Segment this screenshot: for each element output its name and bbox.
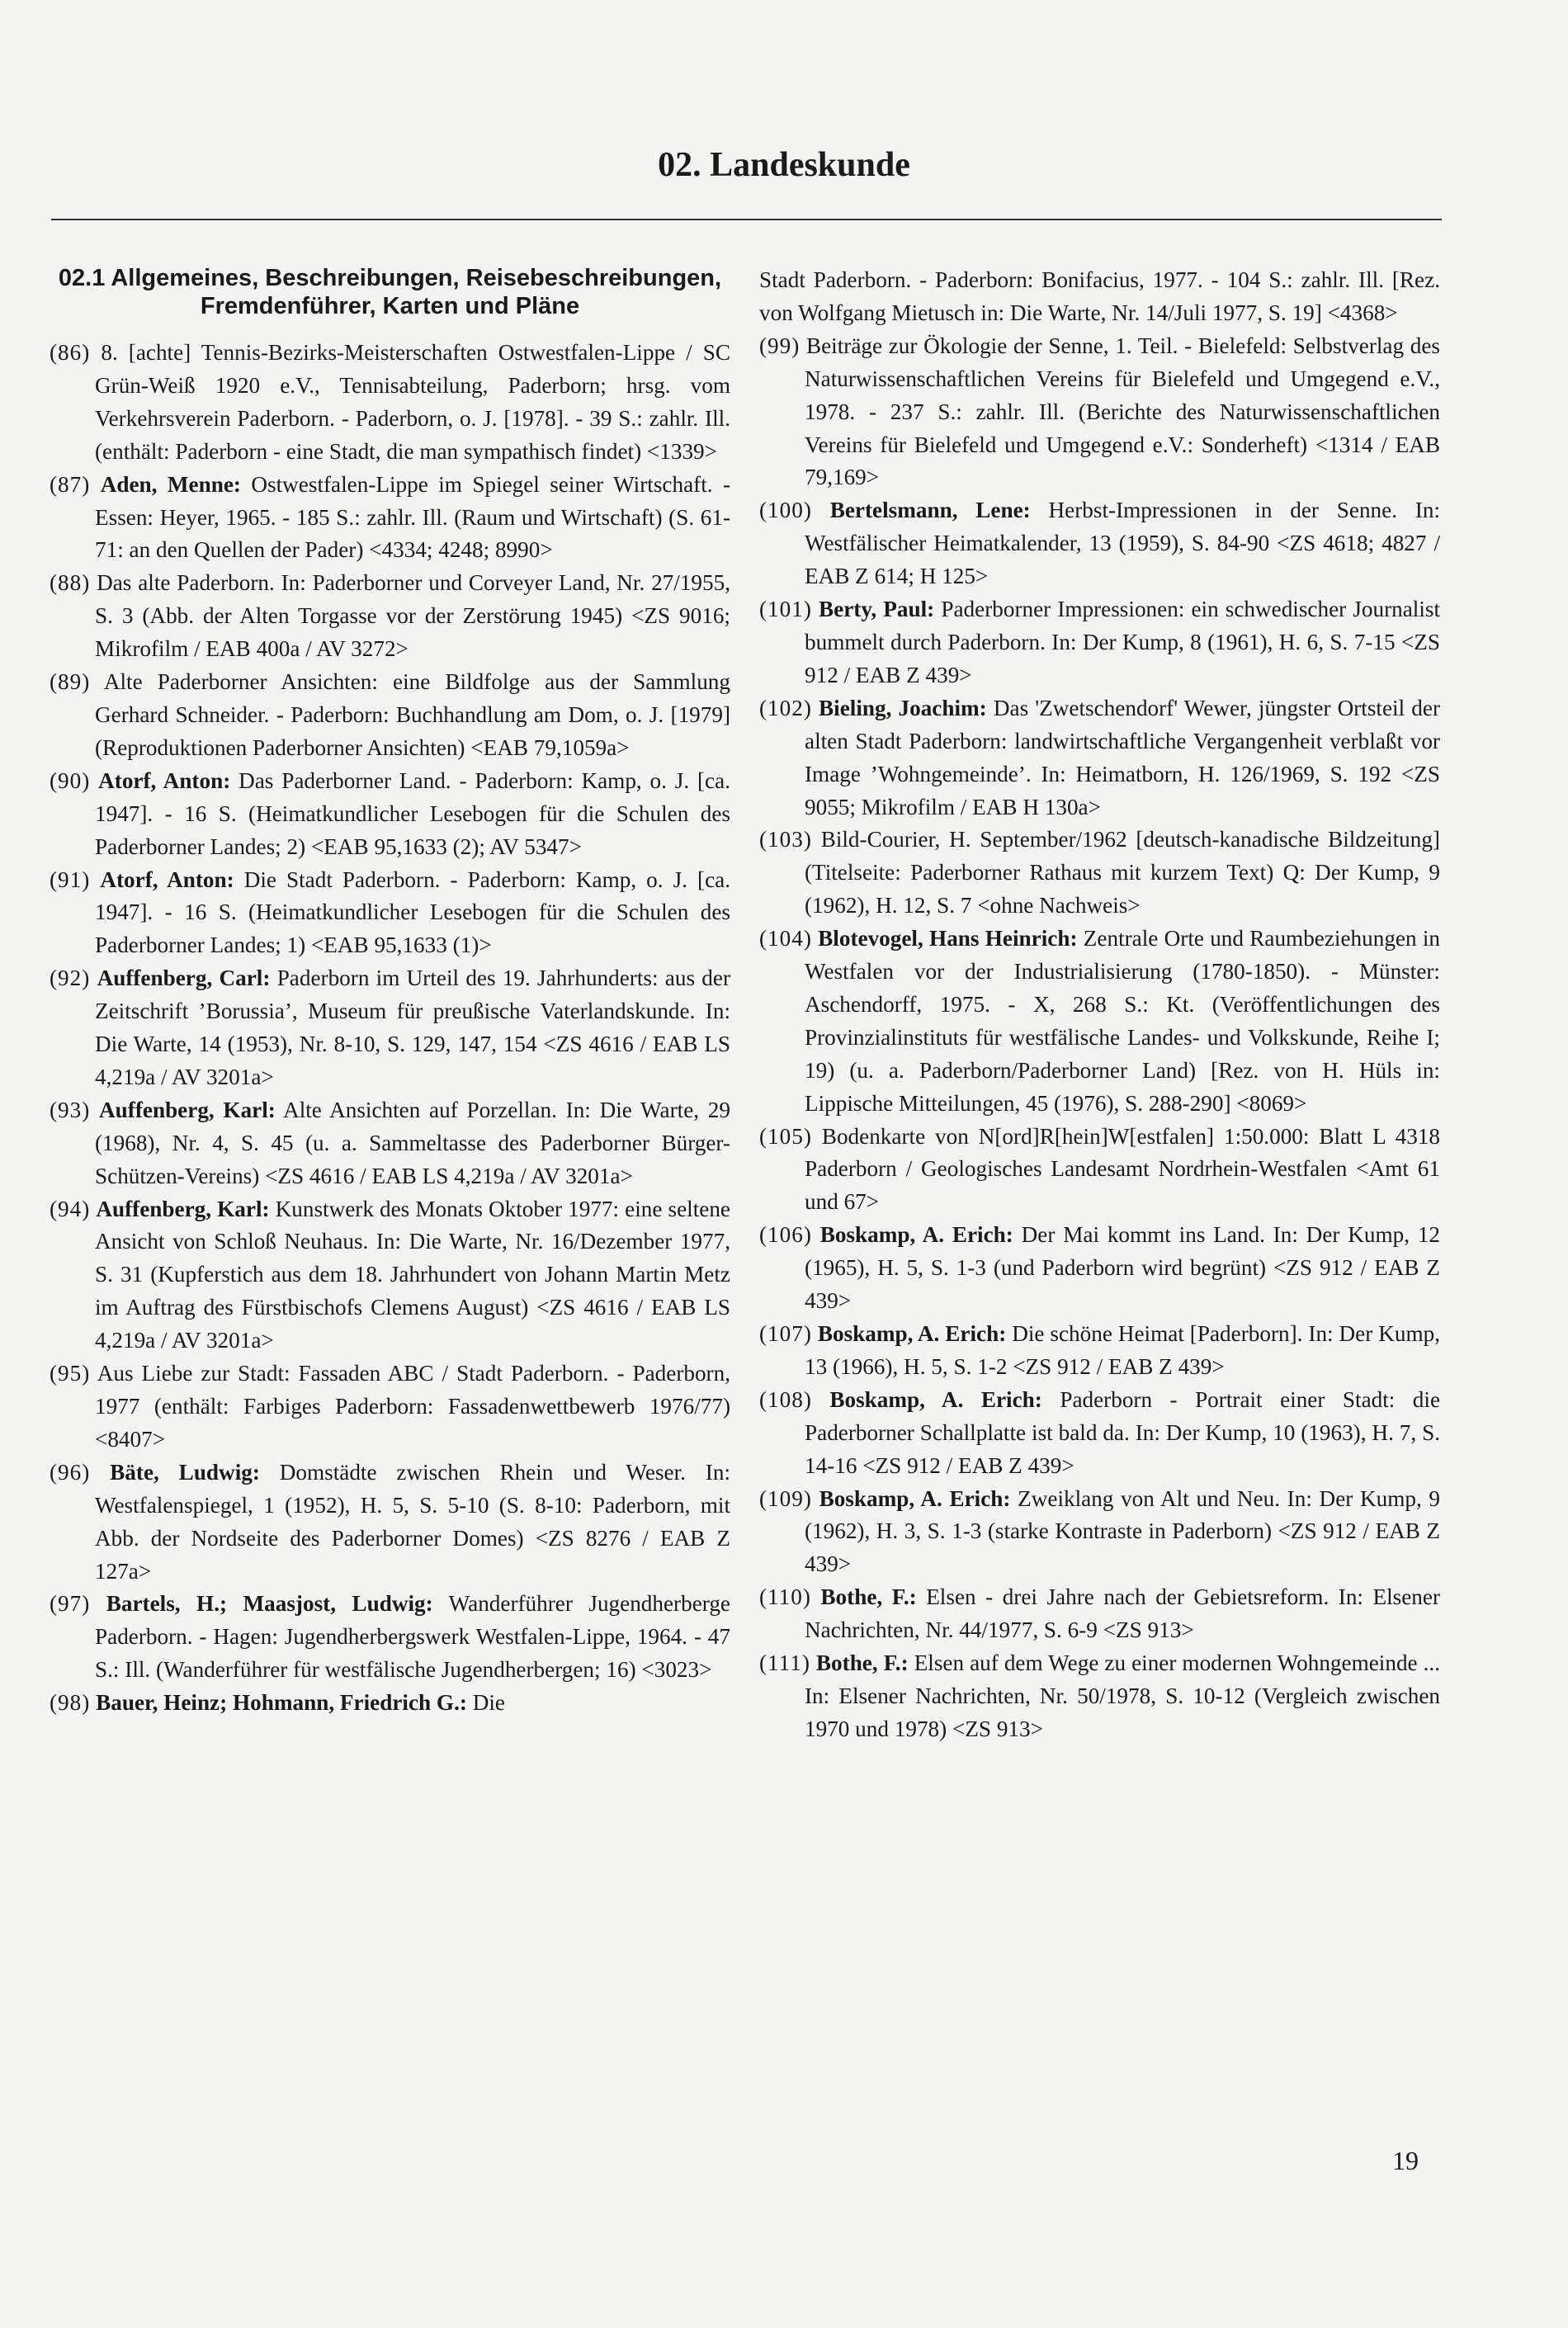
entry-text: Aus Liebe zur Stadt: Fassaden ABC / Stadt Paderborn. - Paderborn, 1977 (enthält: Farbiges Paderborn: Fassadenwettbewerb 1976/77) <8407>: [95, 1361, 730, 1452]
entry-author: Bertelsmann, Lene:: [829, 498, 1031, 523]
entry-number: (109): [759, 1485, 812, 1511]
entry-text: Wanderführer Jugendherberge Paderborn. - Hagen: Jugendherbergswerk Westfalen-Lippe, 1964. - 47 S.: Ill. (Wanderführer für westfälische Jugendherbergen; 16) <3023>: [95, 1591, 730, 1683]
entry-author: Boskamp, A. Erich:: [819, 1485, 1011, 1511]
entry-text: Das alte Paderborn. In: Paderborner und Corveyer Land, Nr. 27/1955, S. 3 (Abb. der Alten Torgasse vor der Zerstörung 1945) <ZS 9016; Mikrofilm / EAB 400a / AV 3272>: [95, 570, 731, 662]
section-heading: 02.1 Allgemeines, Beschreibungen, Reisebeschreibungen, Fremdenführer, Karten und Pläne: [58, 265, 722, 319]
entry-number: (111): [759, 1650, 810, 1676]
bibliography-entry: [50, 666, 730, 765]
entry-author: Bäte, Ludwig:: [110, 1459, 260, 1485]
entry-text: Beiträge zur Ökologie der Senne, 1. Teil. - Bielefeld: Selbstverlag des Naturwissenschaftlichen Vereins für Bielefeld und Umgegend e.V., 1978. - 237 S.: zahlr. Ill. (Berichte des Naturwissenschaftlichen Vereins für Bielefeld und Umgegend e.V.: Sonderheft) <1314 / EAB 79,169>: [805, 333, 1440, 490]
bibliography-entry: [50, 1457, 730, 1589]
bibliography-entry: [50, 469, 730, 568]
bibliography-entry: [50, 1193, 730, 1358]
bibliography-entry: [759, 824, 1440, 923]
entry-text: Herbst-Impressionen in der Senne. In: Westfälischer Heimatkalender, 13 (1959), S. 84-90 <ZS 4618; 4827 / EAB Z 614; H 125>: [805, 498, 1441, 589]
entry-text: Alte Paderborner Ansichten: eine Bildfolge aus der Sammlung Gerhard Schneider. - Paderborn: Buchhandlung am Dom, o. J. [1979] (Reproduktionen Paderborner Ansichten) <EAB 79,1059a>: [95, 669, 730, 760]
entry-text: Bild-Courier, H. September/1962 [deutsch-kanadische Bildzeitung] (Titelseite: Paderborner Rathaus mit kurzem Text) Q: Der Kump, 9 (1962), H. 12, S. 7 <ohne Nachweis>: [805, 827, 1440, 918]
bibliography-entry: [50, 567, 730, 666]
entry-number: (107): [759, 1321, 812, 1346]
bibliography-entry: [759, 1219, 1440, 1318]
entry-number: (100): [759, 498, 812, 523]
entry-text: Der Mai kommt ins Land. In: Der Kump, 12 (1965), H. 5, S. 1-3 (und Paderborn wird begrünt) <ZS 912 / EAB Z 439>: [805, 1222, 1441, 1314]
entry-text: Zentrale Orte und Raumbeziehungen in Westfalen vor der Industrialisierung (1780-1850). - Münster: Aschendorff, 1975. - X, 268 S.: Kt. (Veröffentlichungen des Provinzialinstituts für westfälische Landes- und Volkskunde, Reihe I; 19) (u. a. Paderborn/Paderborner Land) [Rez. von H. Hüls in: Lippische Mitteilungen, 45 (1976), S. 288-290] <8069>: [805, 926, 1441, 1116]
bibliography-entry: [759, 1483, 1440, 1582]
entry-number: (104): [759, 926, 812, 952]
entry-number: (106): [759, 1222, 812, 1248]
entry-author: Bothe, F.:: [820, 1584, 917, 1610]
bibliography-entry: [759, 1384, 1440, 1483]
entry-number: (92): [50, 966, 91, 991]
entry-number: (87): [50, 471, 91, 497]
entry-author: Auffenberg, Karl:: [99, 1097, 276, 1122]
entry-author: Bauer, Heinz; Hohmann, Friedrich G.:: [96, 1690, 467, 1716]
entry-author: Berty, Paul:: [819, 597, 935, 622]
entry-number: (89): [50, 669, 91, 695]
entry-text: Die schöne Heimat [Paderborn]. In: Der Kump, 13 (1966), H. 5, S. 1-2 <ZS 912 / EAB Z 439>: [805, 1321, 1441, 1379]
bibliography-entry: [50, 1687, 730, 1720]
entry-number: (86): [50, 340, 91, 365]
entry-text: Paderborn - Portrait einer Stadt: die Paderborner Schallplatte ist bald da. In: Der Kump, 10 (1963), H. 7, S. 14-16 <ZS 912 / EAB Z 439>: [805, 1386, 1441, 1478]
bibliography-entry: [759, 1581, 1440, 1647]
entry-number: (93): [50, 1097, 91, 1122]
bibliography-entry: [50, 765, 730, 864]
entry-text: Kunstwerk des Monats Oktober 1977: eine seltene Ansicht von Schloß Neuhaus. In: Die Warte, Nr. 16/Dezember 1977, S. 31 (Kupferstich aus dem 18. Jahrhundert von Johann Martin Metz im Auftrag des Fürstbischofs Clemens August) <ZS 4616 / EAB LS 4,219a / AV 3201a>: [95, 1196, 730, 1353]
entry-text: Domstädte zwischen Rhein und Weser. In: Westfalenspiegel, 1 (1952), H. 5, S. 5-10 (S. 8-10: Paderborn, mit Abb. der Nordseite des Paderborner Domes) <ZS 8276 / EAB Z 127a>: [95, 1459, 731, 1584]
entry-text: Alte Ansichten auf Porzellan. In: Die Warte, 29 (1968), Nr. 4, S. 45 (u. a. Sammeltasse des Paderborner Bürger-Schützen-Vereins) <ZS 4616 / EAB LS 4,219a / AV 3201a>: [95, 1097, 730, 1188]
bibliography-entry: [759, 1318, 1440, 1384]
entry-text: Ostwestfalen-Lippe im Spiegel seiner Wirtschaft. - Essen: Heyer, 1965. - 185 S.: zahlr. Ill. (Raum und Wirtschaft) (S. 61-71: an den Quellen der Pader) <4334; 4248; 8990>: [95, 471, 731, 563]
entry-text: 8. [achte] Tennis-Bezirks-Meisterschaften Ostwestfalen-Lippe / SC Grün-Weiß 1920 e.V., Tennisabteilung, Paderborn; hrsg. vom Verkehrsverein Paderborn. - Paderborn, o. J. [1978]. - 39 S.: zahlr. Ill. (enthält: Paderborn - eine Stadt, die man sympathisch findet) <1339>: [95, 340, 731, 464]
title-rule: [51, 219, 1442, 220]
bibliography-entry: [50, 1588, 730, 1687]
entry-number: (98): [50, 1690, 91, 1716]
bibliography-entry: [759, 923, 1440, 1120]
bibliography-entry: [759, 1121, 1440, 1220]
entry-number: (88): [50, 570, 91, 596]
entry-text: Zweiklang von Alt und Neu. In: Der Kump, 9 (1962), H. 3, S. 1-3 (starke Kontraste in Paderborn) <ZS 912 / EAB Z 439>: [805, 1485, 1441, 1577]
entry-text: Elsen - drei Jahre nach der Gebietsreform. In: Elsener Nachrichten, Nr. 44/1977, S. 6-9 <ZS 913>: [805, 1584, 1441, 1643]
entry-number: (97): [50, 1591, 91, 1617]
bibliography-entry: [759, 330, 1440, 495]
entry-continuation: Stadt Paderborn. - Paderborn: Bonifacius, 1977. - 104 S.: zahlr. Ill. [Rez. von Wolfgang Mietusch in: Die Warte, Nr. 14/Juli 1977, S. 19] <4368>: [759, 267, 1440, 325]
entry-number: (91): [50, 867, 91, 892]
entry-number: (96): [50, 1459, 91, 1485]
entry-number: (101): [759, 597, 812, 622]
entry-author: Blotevogel, Hans Heinrich:: [818, 926, 1078, 952]
entry-text: Paderborn im Urteil des 19. Jahrhunderts: aus der Zeitschrift ’Borussia’, Museum für preußische Vaterlandskunde. In: Die Warte, 14 (1953), Nr. 8-10, S. 129, 147, 154 <ZS 4616 / EAB LS 4,219a / AV 3201a>: [95, 966, 731, 1089]
left-entry-list: [50, 337, 730, 1720]
bibliography-entry: [50, 864, 730, 963]
bibliography-entry: [759, 692, 1440, 824]
bibliography-entry: [50, 1358, 730, 1457]
entry-text: Bodenkarte von N[ord]R[hein]W[estfalen] 1:50.000: Blatt L 4318 Paderborn / Geologisches Landesamt Nordrhein-Westfalen <Amt 61 und 67>: [805, 1123, 1440, 1215]
entry-number: (94): [50, 1196, 91, 1221]
entry-author: Boskamp, A. Erich:: [817, 1321, 1007, 1346]
entry-text: Das Paderborner Land. - Paderborn: Kamp, o. J. [ca. 1947]. - 16 S. (Heimatkundlicher Lesebogen für die Schulen des Paderborner Landes; 2) <EAB 95,1633 (2); AV 5347>: [95, 767, 730, 859]
entry-text: Das 'Zwetschendorf' Wewer, jüngster Ortsteil der alten Stadt Paderborn: landwirtschaftliche Vergangenheit verblaßt vor Image ’Wohngemeinde’. In: Heimatborn, H. 126/1969, S. 192 <ZS 9055; Mikrofilm / EAB H 130a>: [805, 695, 1441, 819]
bibliography-entry: [759, 1647, 1440, 1746]
entry-text: Die: [472, 1690, 505, 1716]
entry-text: Elsen auf dem Wege zu einer modernen Wohngemeinde ... In: Elsener Nachrichten, Nr. 50/1978, S. 10-12 (Vergleich zwischen 1970 und 1978) <ZS 913>: [805, 1650, 1441, 1741]
entry-text: Paderborner Impressionen: ein schwedischer Journalist bummelt durch Paderborn. In: Der Kump, 8 (1961), H. 6, S. 7-15 <ZS 912 / EAB Z 439>: [805, 597, 1441, 687]
entry-author: Bothe, F.:: [815, 1650, 909, 1676]
entry-number: (108): [759, 1386, 812, 1412]
bibliography-entry: [759, 593, 1440, 692]
entry-author: Atorf, Anton:: [100, 867, 234, 892]
entry-author: Auffenberg, Karl:: [96, 1196, 270, 1221]
page-number: 19: [1392, 2146, 1419, 2175]
left-column: [50, 264, 730, 1720]
entry-author: Boskamp, A. Erich:: [829, 1386, 1042, 1412]
entry-number: (99): [759, 333, 801, 358]
bibliography-entry: [50, 337, 730, 469]
entry-author: Bartels, H.; Maasjost, Ludwig:: [106, 1591, 433, 1617]
bibliography-entry: [50, 1094, 730, 1193]
bibliography-entry: [50, 962, 730, 1094]
entry-number: (110): [759, 1584, 811, 1610]
entry-author: Aden, Menne:: [100, 471, 241, 497]
entry-author: Atorf, Anton:: [98, 767, 231, 793]
entry-text: Die Stadt Paderborn. - Paderborn: Kamp, o. J. [ca. 1947]. - 16 S. (Heimatkundlicher Lesebogen für die Schulen des Paderborner Landes; 1) <EAB 95,1633 (1)>: [95, 867, 731, 958]
entry-number: (102): [759, 695, 812, 720]
entry-author: Bieling, Joachim:: [819, 695, 987, 720]
entry-author: Boskamp, A. Erich:: [819, 1222, 1013, 1248]
entry-number: (105): [759, 1123, 812, 1149]
entry-number: (103): [759, 827, 812, 852]
entry-number: (95): [50, 1361, 91, 1386]
right-entry-list: [759, 330, 1440, 1746]
page-title: 02. Landeskunde: [658, 146, 910, 184]
bibliography-entry: [759, 494, 1440, 593]
entry-number: (90): [50, 767, 91, 793]
entry-author: Auffenberg, Carl:: [97, 966, 271, 991]
right-column: [759, 264, 1440, 1746]
